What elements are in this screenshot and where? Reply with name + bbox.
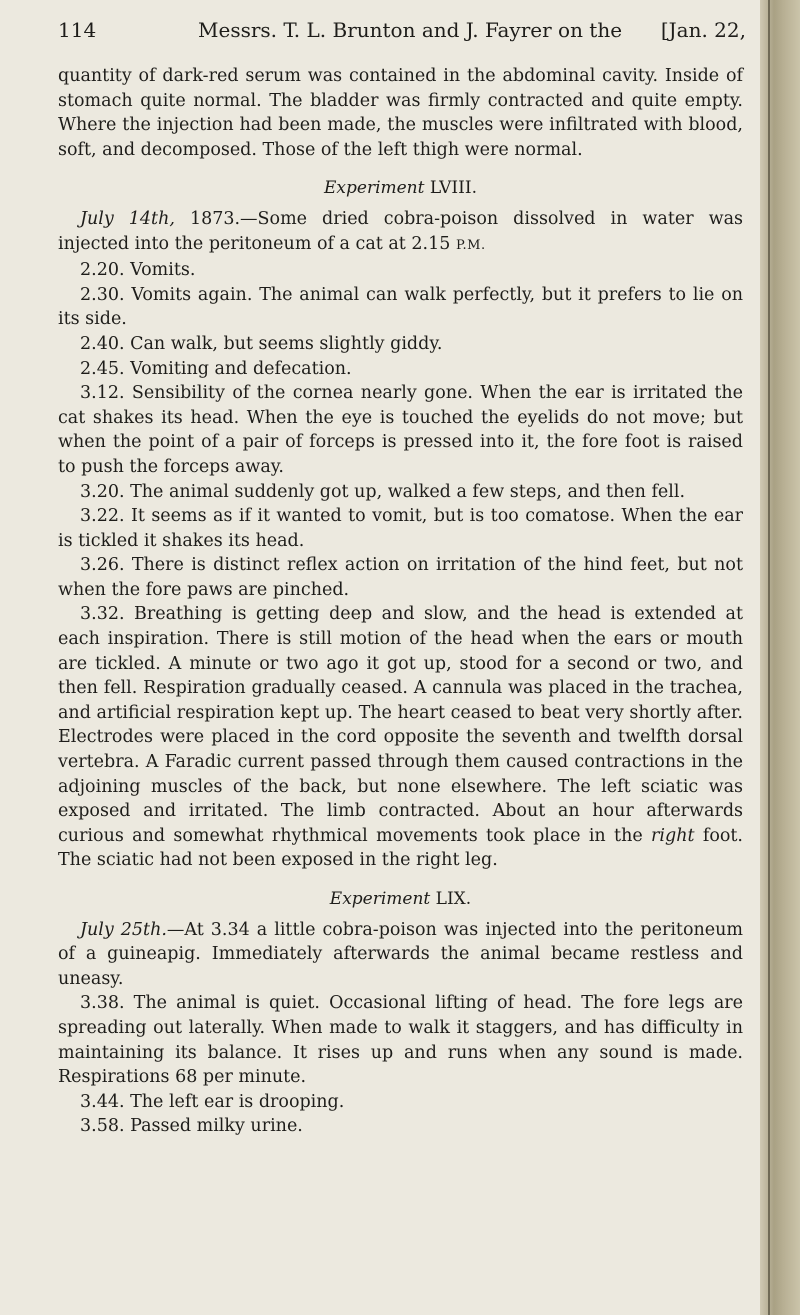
experiment-59-opening: July 25th.—At 3.34 a little cobra-poison was injected into the peritoneum of a guineapig. Immediately afterwards the animal became restless and uneasy. (58, 919, 743, 989)
experiment-59-entry: 3.44. The left ear is drooping. (80, 1091, 345, 1112)
header-date: [Jan. 22, (660, 18, 746, 42)
experiment-58-entry: 3.20. The animal suddenly got up, walked a few steps, and then fell. (80, 481, 686, 502)
experiment-58-opening: July 14th, 1873.—Some dried cobra-poison dissolved in water was injected into the peritoneum of a cat at 2.15 P.M. (58, 208, 743, 254)
experiment-58-entry: 2.20. Vomits. (80, 260, 196, 281)
experiment-58-entry: 2.30. Vomits again. The animal can walk perfectly, but it prefers to lie on its side. (58, 284, 743, 330)
intro-paragraph: quantity of dark-red serum was contained in the abdominal cavity. Inside of stomach quite normal. The bladder was firmly contracted and quite empty. Where the injection had been made, the muscles were infiltrated with blood, soft, and decomposed. Those of the left thigh were normal. (58, 66, 743, 160)
experiment-58-date: July 14th, (80, 208, 175, 229)
experiment-59-entry: 3.38. The animal is quiet. Occasional lifting of head. The fore legs are spreading out laterally. When made to walk it staggers, and has difficulty in maintaining its balance. It rises up and runs when any sound is made. Respirations 68 per minute. (58, 993, 743, 1088)
experiment-58-entry: 2.40. Can walk, but seems slightly giddy. (80, 333, 443, 354)
book-spine-edge (760, 0, 800, 1315)
page-edge-line (768, 0, 770, 1315)
experiment-58-entry: 2.45. Vomiting and defecation. (80, 358, 352, 379)
page-number: 114 (58, 18, 97, 42)
experiment-58-entry: 3.22. It seems as if it wanted to vomit, but is too comatose. When the ear is tickled it shakes its head. (58, 506, 743, 551)
running-header (58, 18, 748, 48)
experiment-59-heading: Experiment LIX. (329, 889, 472, 909)
experiment-59-date: July 25th. (80, 919, 167, 940)
experiment-58-final-entry: 3.32. Breathing is getting deep and slow, and the head is extended at each inspiration. There is still motion of the head when the ears or mouth are tickled. A minute or two ago it got up, stood for a second or two, and then fell. Respiration gradually ceased. A cannula was placed in the trachea, and artificial respiration kept up. The heart ceased to beat very shortly after. Electrodes were placed in the cord opposite the seventh and twelfth dorsal vertebra. A Faradic current passed through them caused contractions in the adjoining muscles of the back, but none elsewhere. The left sciatic was exposed and irritated. The limb contracted. About an hour afterwards curious and somewhat rhythmical movements took place in the right foot. The sciatic had not been exposed in the right leg. (58, 604, 743, 871)
page-body (58, 64, 743, 1139)
experiment-59-entry: 3.58. Passed milky urine. (80, 1116, 303, 1137)
experiment-58-entry: 3.12. Sensibility of the cornea nearly gone. When the ear is irritated the cat shakes its head. When the eye is touched the eyelids do not move; but when the point of a pair of forceps is pressed into it, the fore foot is raised to push the forceps away. (58, 383, 743, 477)
running-title: Messrs. T. L. Brunton and J. Fayrer on the (198, 18, 623, 42)
experiment-58-entry: 3.26. There is distinct reflex action on irritation of the hind feet, but not when the fore paws are pinched. (58, 555, 743, 600)
experiment-58-heading: Experiment LVIII. (324, 178, 477, 199)
